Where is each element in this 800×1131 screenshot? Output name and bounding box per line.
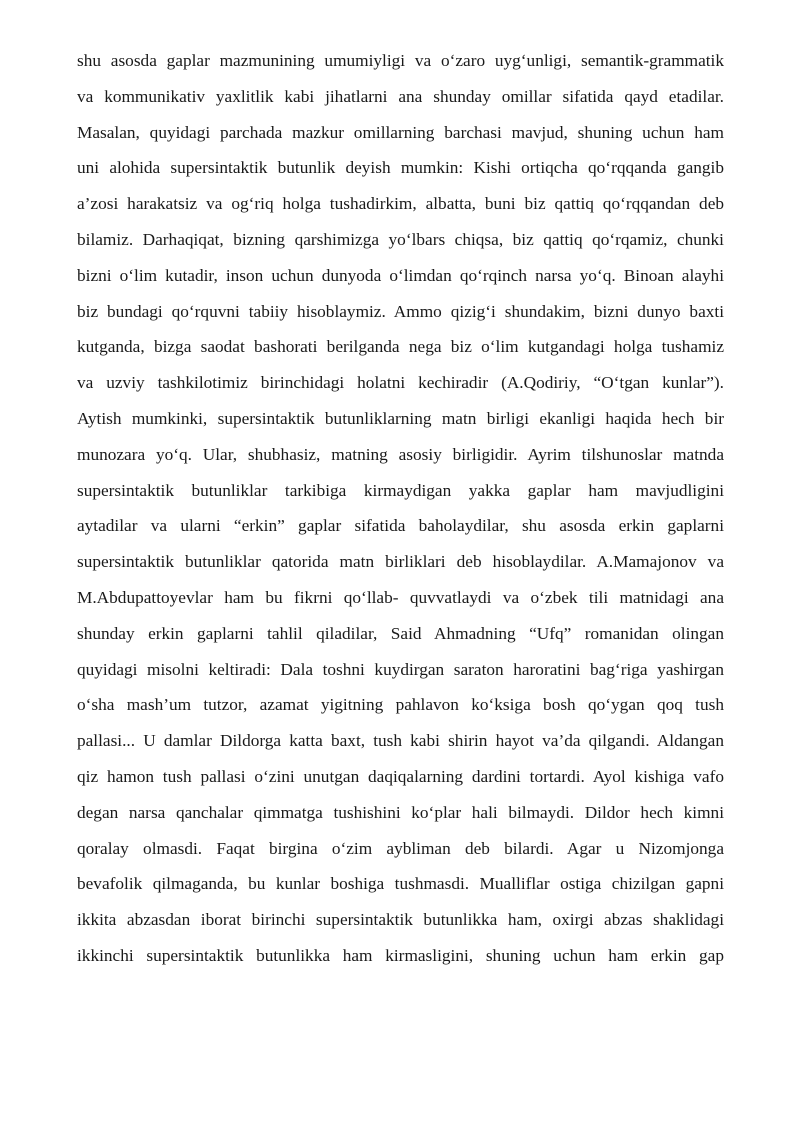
- text-line: qiz hamon tush pallasi o‘zini unutgan daqiqalarning dardini tortardi. Ayol kishiga vafo: [77, 766, 724, 786]
- text-line: shu asosda gaplar mazmunining umumiyligi va o‘zaro uyg‘unligi, semantik-grammatik: [77, 51, 724, 70]
- text-line: biz bundagi qo‘rquvni tabiiy hisoblaymiz. Ammo qizig‘i shundakim, bizni dunyo baxti: [77, 301, 724, 321]
- text-line: supersintaktik butunliklar qatorida matn birliklari deb hisoblaydilar. A.Mamajonov va: [77, 552, 724, 572]
- text-line: supersintaktik butunliklar tarkibiga kirmaydigan yakka gaplar ham mavjudligini: [77, 480, 724, 500]
- text-line: pallasi... U damlar Dildorga katta baxt, tush kabi shirin hayot va’da qilgandi. Aldangan: [77, 731, 724, 751]
- text-line: degan narsa qanchalar qimmatga tushishini ko‘plar hali bilmaydi. Dildor hech kimni: [77, 802, 724, 822]
- text-line: munozara yo‘q. Ular, shubhasiz, matning asosiy birligidir. Ayrim tilshunoslar matnda: [77, 444, 724, 464]
- text-line: M.Abdupattoyevlar ham bu fikrni qo‘llab- quvvatlaydi va o‘zbek tili matnidagi ana: [77, 587, 724, 607]
- text-line: ikkita abzasdan iborat birinchi supersintaktik butunlikka ham, oxirgi abzas shaklidagi: [77, 910, 724, 930]
- text-line: shunday erkin gaplarni tahlil qiladilar, Said Ahmadning “Ufq” romanidan olingan: [77, 623, 724, 643]
- text-line: quyidagi misolni keltiradi: Dala toshni kuydirgan saraton haroratini bag‘riga yashirgan: [77, 659, 724, 679]
- document-page: [77, 43, 724, 974]
- text-line: Aytish mumkinki, supersintaktik butunliklarning matn birligi ekanligi haqida hech bir: [77, 408, 724, 428]
- text-line: o‘sha mash’um tutzor, azamat yigitning pahlavon ko‘ksiga bosh qo‘ygan qoq tush: [77, 695, 724, 715]
- text-line: va kommunikativ yaxlitlik kabi jihatlarni ana shunday omillar sifatida qayd etadilar.: [77, 86, 724, 106]
- text-line: kutganda, bizga saodat bashorati berilganda nega biz o‘lim kutgandagi holga tushamiz: [77, 337, 724, 357]
- text-line: uni alohida supersintaktik butunlik deyish mumkin: Kishi ortiqcha qo‘rqqanda gangib: [77, 158, 724, 178]
- text-line: qoralay olmasdi. Faqat birgina o‘zim aybliman deb bilardi. Agar u Nizomjonga: [77, 838, 724, 858]
- text-line: va uzviy tashkilotimiz birinchidagi holatni kechiradir (A.Qodiriy, “O‘tgan kunlar”).: [77, 373, 724, 393]
- text-line: aytadilar va ularni “erkin” gaplar sifatida baholaydilar, shu asosda erkin gaplarni: [77, 516, 724, 536]
- text-line: Masalan, quyidagi parchada mazkur omillarning barchasi mavjud, shuning uchun ham: [77, 122, 724, 142]
- text-line: bevafolik qilmaganda, bu kunlar boshiga tushmasdi. Mualliflar ostiga chizilgan gapni: [77, 874, 724, 894]
- text-line: bizni o‘lim kutadir, inson uchun dunyoda o‘limdan qo‘rqinch narsa yo‘q. Binoan alayhi: [77, 265, 724, 285]
- text-line: a’zosi harakatsiz va og‘riq holga tushadirkim, albatta, buni biz qattiq qo‘rqqandan deb: [77, 194, 724, 214]
- text-line: ikkinchi supersintaktik butunlikka ham kirmasligini, shuning uchun ham erkin gap: [77, 945, 724, 965]
- text-line: bilamiz. Darhaqiqat, bizning qarshimizga yo‘lbars chiqsa, biz qattiq qo‘rqamiz, chunki: [77, 229, 724, 249]
